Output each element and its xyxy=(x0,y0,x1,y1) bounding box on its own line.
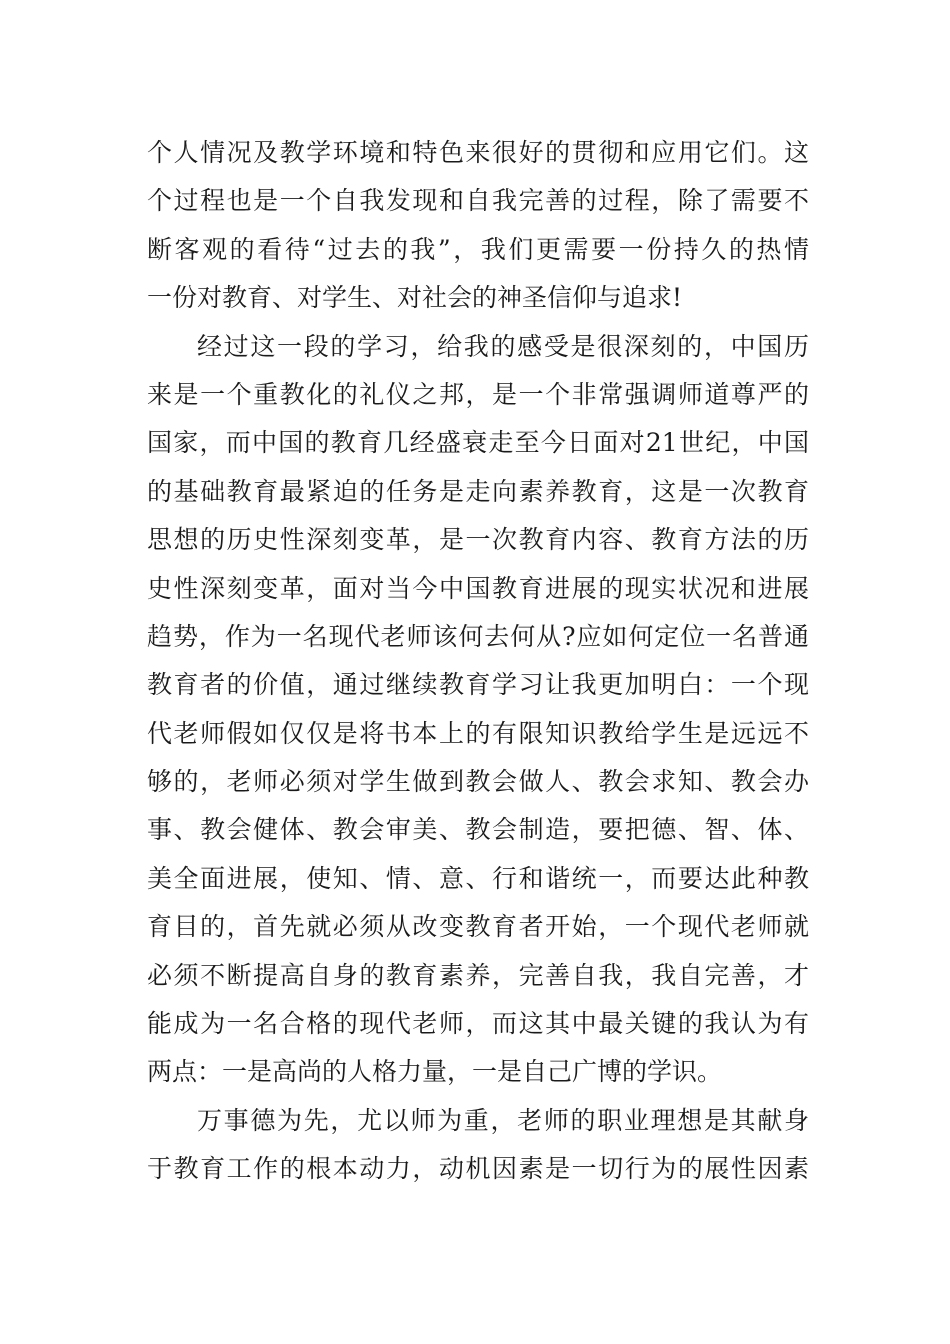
text-line: 两点：一是高尚的人格力量，一是自己广博的学识。 xyxy=(147,1057,723,1087)
text-line: 经过这一段的学习，给我的感受是很深刻的，中国历 xyxy=(197,331,809,361)
text-line: 的基础教育最紧迫的任务是走向素养教育，这是一次教育 xyxy=(147,476,809,506)
text-line: 个过程也是一个自我发现和自我完善的过程，除了需要不 xyxy=(147,186,809,216)
text-line: 于教育工作的根本动力，动机因素是一切行为的展性因素 xyxy=(147,1154,809,1184)
paragraph-1 xyxy=(147,129,809,323)
text-line: 国家，而中国的教育几经盛衰走至今日面对21世纪，中国 xyxy=(147,428,809,458)
body-text xyxy=(147,129,809,1194)
text-line: 一份对教育、对学生、对社会的神圣信仰与追求! xyxy=(147,283,683,313)
text-line: 够的，老师必须对学生做到教会做人、教会求知、教会办 xyxy=(147,767,809,797)
text-line: 史性深刻变革，面对当今中国教育进展的现实状况和进展 xyxy=(147,573,809,603)
text-line: 能成为一名合格的现代老师，而这其中最关键的我认为有 xyxy=(147,1009,809,1039)
text-line: 来是一个重教化的礼仪之邦，是一个非常强调师道尊严的 xyxy=(147,379,809,409)
text-line: 美全面进展，使知、情、意、行和谐统一，而要达此种教 xyxy=(147,863,809,893)
text-line: 个人情况及教学环境和特色来很好的贯彻和应用它们。这 xyxy=(147,138,809,167)
text-line: 趋势，作为一名现代老师该何去何从?应如何定位一名普通 xyxy=(147,621,809,651)
text-line: 教育者的价值，通过继续教育学习让我更加明白：一个现 xyxy=(147,670,809,700)
text-line: 万事德为先，尤以师为重，老师的职业理想是其献身 xyxy=(197,1105,809,1135)
text-line: 断客观的看待“过去的我”，我们更需要一份持久的热情 xyxy=(147,234,809,264)
text-line: 代老师假如仅仅是将书本上的有限知识教给学生是远远不 xyxy=(147,718,809,748)
paragraph-3 xyxy=(147,1097,809,1194)
text-line: 必须不断提高自身的教育素养，完善自我，我自完善，才 xyxy=(147,960,809,990)
paragraph-2 xyxy=(147,323,809,1097)
text-line: 思想的历史性深刻变革，是一次教育内容、教育方法的历 xyxy=(147,525,809,555)
text-line: 育目的，首先就必须从改变教育者开始，一个现代老师就 xyxy=(147,912,809,942)
text-line: 事、教会健体、教会审美、教会制造，要把德、智、体、 xyxy=(147,815,809,845)
